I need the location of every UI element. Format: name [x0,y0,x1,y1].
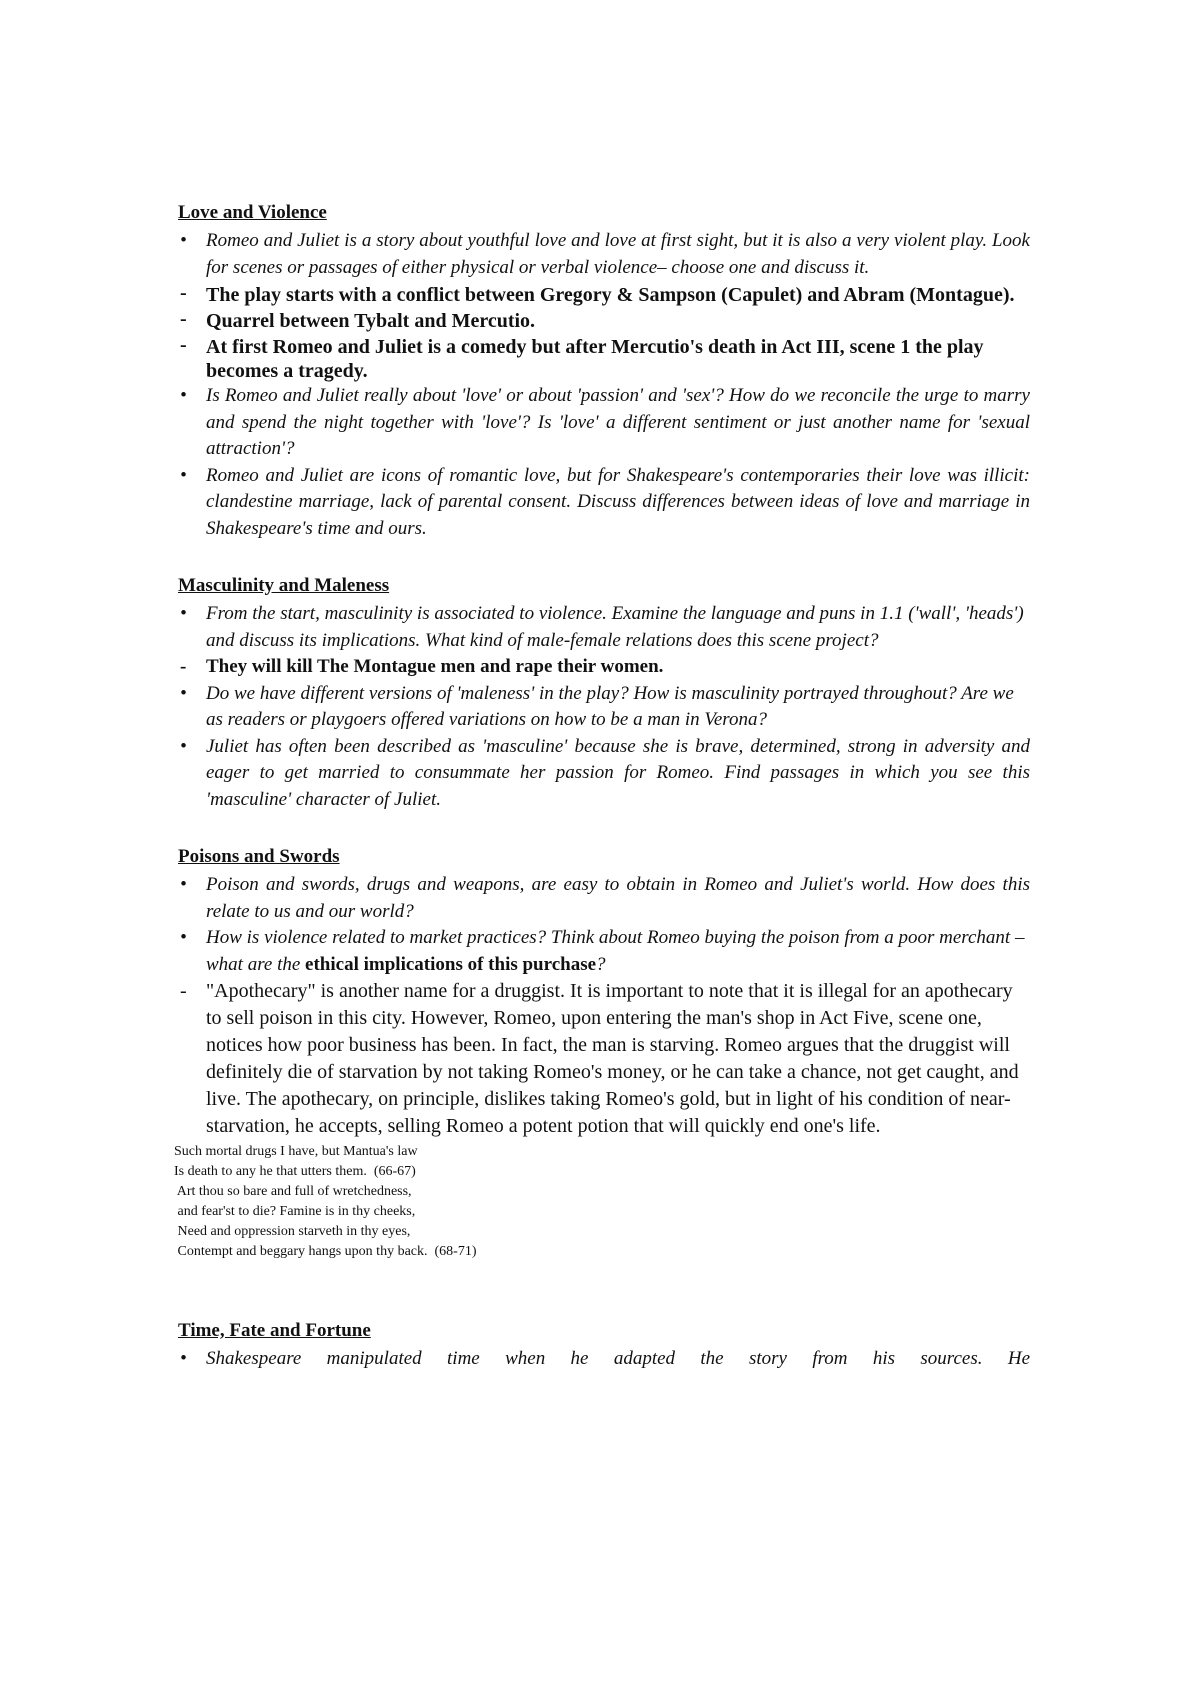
section-heading: Masculinity and Maleness [178,575,390,596]
section-heading: Time, Fate and Fortune [178,1320,371,1341]
item-text: Romeo and Juliet are icons of romantic love, but for Shakespeare's contemporaries their love was illicit: clandestine marriage, lack of parental consent. Discuss differences between ideas of love and marriage in Shakespeare's time and ours. [206,464,1030,539]
item-text: Is Romeo and Juliet really about 'love' or about 'passion' and 'sex'? How do we reconcile the urge to marry and spend the night together with 'love'? Is 'love' a different sentiment or just another name for 'sexual attraction'? [206,385,1030,459]
item-text-end: ? [596,953,606,975]
bullet-icon: • [180,927,187,948]
list-item [178,681,1030,734]
item-text: Quarrel between Tybalt and Mercutio. [206,310,536,332]
list-item [178,383,1030,463]
item-text: From the start, masculinity is associated to violence. Examine the language and puns in 1.1 ('wall', 'heads') and discuss its implications. What kind of male-female relations does this scene project? [206,603,1024,651]
list-item [178,925,1030,978]
quote-line: Need and oppression starveth in thy eyes, [174,1224,411,1239]
document-page [174,200,1030,1404]
item-text: Shakespeare manipulated time when he adapted the story from his sources. He [206,1348,1030,1369]
list-item [178,601,1030,654]
bullet-icon: • [180,1348,187,1369]
quote-line: Art thou so bare and full of wretchedness, [174,1184,412,1199]
list-item [178,333,1030,383]
bullet-icon: • [180,385,187,406]
item-text: Romeo and Juliet is a story about youthful love and love at first sight, but it is also a very violent play. Look for scenes or passages of either physical or verbal violence– choose one and discuss it. [206,230,1030,278]
item-text: Poison and swords, drugs and weapons, are easy to obtain in Romeo and Juliet's world. How does this relate to us and our world? [206,874,1030,922]
list-item [178,463,1030,543]
bullet-icon: • [180,874,187,895]
bullet-icon: • [180,230,187,251]
bullet-icon: • [180,464,187,486]
list-item [178,1346,1030,1373]
quote-line: Is death to any he that utters them. (66-67) [174,1164,416,1179]
list-item [178,654,1030,681]
list-item [178,307,1030,333]
list-item [178,281,1030,307]
quote-line: Such mortal drugs I have, but Mantua's law [174,1144,418,1159]
item-text: They will kill The Montague men and rape their women. [206,656,664,677]
list-item [178,872,1030,925]
dash-icon: - [180,282,187,304]
section-love-and-violence [178,200,1030,542]
dash-icon: - [180,980,187,1002]
bullet-icon: • [180,682,187,704]
dash-icon: - [180,334,187,356]
quote-line: Contempt and beggary hangs upon thy back. (68-71) [174,1244,477,1259]
item-text: At first Romeo and Juliet is a comedy but after Mercutio's death in Act III, scene 1 the play becomes a tragedy. [206,336,984,382]
item-text-emphasis: ethical implications of this purchase [305,953,597,975]
section-time-fate-fortune [178,1318,1030,1373]
item-text: How is violence related to market practices? Think about Romeo buying the poison from a poor merchant – what are the [206,927,1025,975]
dash-icon: - [180,656,187,677]
dash-icon: - [180,308,187,330]
item-text: Do we have different versions of 'maleness' in the play? How is masculinity portrayed throughout? Are we as readers or playgoers offered variations on how to be a man in Verona? [206,682,1014,730]
list-item [178,978,1030,1140]
item-text: The play starts with a conflict between Gregory & Sampson (Capulet) and Abram (Montague). [206,284,1015,306]
section-poisons-and-swords [174,844,1030,1262]
bullet-icon: • [180,603,187,624]
list-item [178,228,1030,281]
item-text: "Apothecary" is another name for a druggist. It is important to note that it is illegal for an apothecary to sell poison in this city. However, Romeo, upon entering the man's shop in Act Five, scene one, notices how poor business has been. In fact, the man is starving. Romeo argues that the druggist will definitely die of starvation by not taking Romeo's money, or he can take a chance, not get caught, and live. The apothecary, on principle, dislikes taking Romeo's gold, but in light of his condition of near-starvation, he accepts, selling Romeo a potent potion that will quickly end one's life. [206,980,1019,1137]
section-heading: Poisons and Swords [178,846,340,867]
bullet-icon: • [180,735,187,757]
list-item [178,734,1030,814]
section-masculinity [178,573,1030,813]
section-heading: Love and Violence [178,202,327,223]
item-text: Juliet has often been described as 'masculine' because she is brave, determined, strong in adversity and eager to get married to consummate her passion for Romeo. Find passages in which you see this 'masculine' character of Juliet. [206,735,1030,810]
quotation-block [174,1142,1030,1262]
quote-line: and fear'st to die? Famine is in thy cheeks, [174,1204,416,1219]
